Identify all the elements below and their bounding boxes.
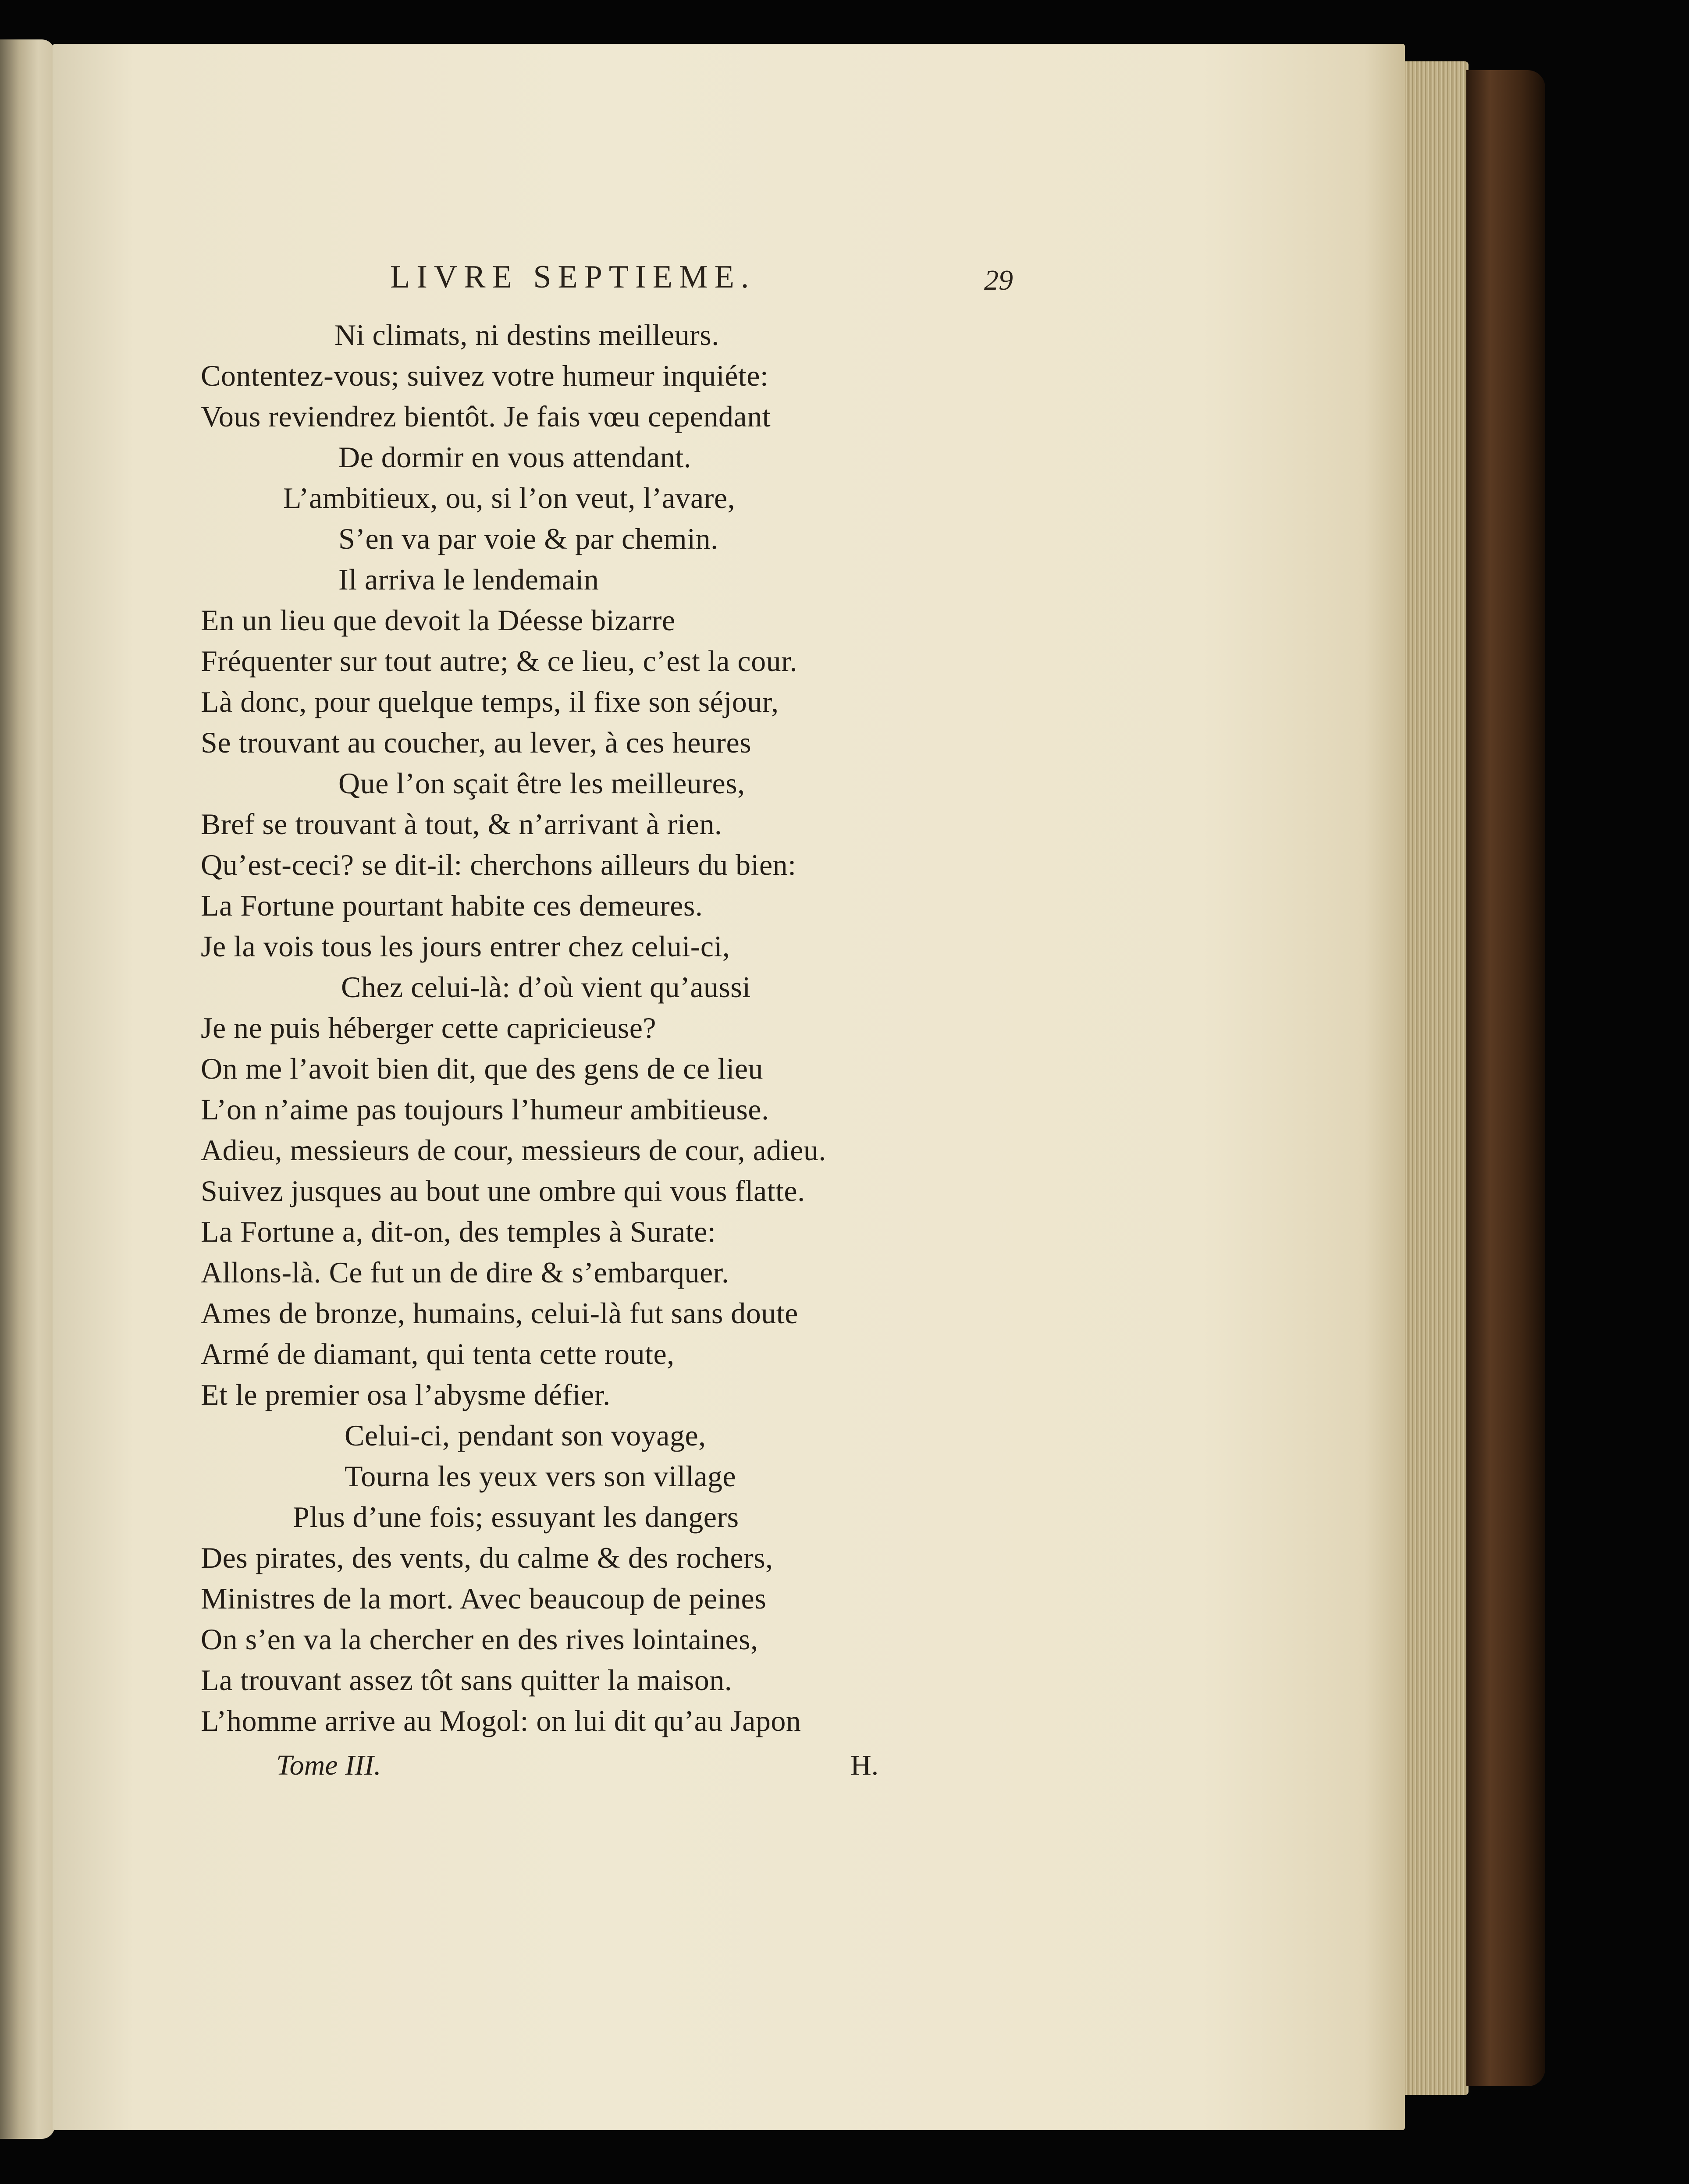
verse-line: Ames de bronze, humains, celui-là fut sans doute [201,1296,798,1330]
running-head: LIVRE SEPTIEME. [390,259,756,295]
verse-line: Armé de diamant, qui tenta cette route, [201,1337,675,1371]
verse-line: Tourna les yeux vers son village [345,1460,736,1493]
verse-line: Ministres de la mort. Avec beaucoup de peines [201,1582,767,1615]
verse-line: L’on n’aime pas toujours l’humeur ambitieuse. [201,1093,769,1126]
verse-line: Se trouvant au coucher, au lever, à ces heures [201,726,752,759]
verse-line: On s’en va la chercher en des rives lointaines, [201,1623,758,1656]
verse-line: Bref se trouvant à tout, & n’arrivant à rien. [201,807,722,841]
verse-line: Et le premier osa l’abysme défier. [201,1378,611,1411]
verse-line: Suivez jusques au bout une ombre qui vous flatte. [201,1174,805,1207]
verse-line: L’homme arrive au Mogol: on lui dit qu’au Japon [201,1704,801,1737]
verse-line: La trouvant assez tôt sans quitter la maison. [201,1663,732,1697]
leather-binding [1466,70,1545,2086]
verse-line: Des pirates, des vents, du calme & des rochers, [201,1541,773,1574]
verse-line: Ni climats, ni destins meilleurs. [334,318,719,352]
left-page-edge [0,39,55,2139]
verse-line: Il arriva le lendemain [338,563,599,596]
verse-line: S’en va par voie & par chemin. [338,522,718,555]
verse-line: De dormir en vous attendant. [338,440,692,474]
verse-line: Je ne puis héberger cette capricieuse? [201,1011,657,1044]
verse-line: Là donc, pour quelque temps, il fixe son séjour, [201,685,779,718]
page-number: 29 [984,264,1013,296]
verse-line: La Fortune pourtant habite ces demeures. [201,889,703,922]
volume-footer: Tome III. [276,1749,381,1781]
verse-line: Fréquenter sur tout autre; & ce lieu, c’est la cour. [201,644,797,678]
verse-line: On me l’avoit bien dit, que des gens de ce lieu [201,1052,764,1085]
verse-line: Je la vois tous les jours entrer chez celui-ci, [201,930,730,963]
verse-line: Contentez-vous; suivez votre humeur inquiéte: [201,359,769,392]
verse-line: Allons-là. Ce fut un de dire & s’embarquer. [201,1256,729,1289]
page-block-edges [1401,61,1469,2095]
verse-line: En un lieu que devoit la Déesse bizarre [201,604,676,637]
verse-line: Plus d’une fois; essuyant les dangers [293,1500,739,1534]
verse-line: Adieu, messieurs de cour, messieurs de cour, adieu. [201,1133,826,1167]
verse-line: La Fortune a, dit-on, des temples à Surate: [201,1215,716,1248]
signature-mark: H. [850,1749,879,1781]
verse-line: Celui-ci, pendant son voyage, [345,1419,706,1452]
verse-line: Vous reviendrez bientôt. Je fais vœu cependant [201,400,771,433]
verse-line: Chez celui-là: d’où vient qu’aussi [341,970,751,1004]
verse-line: Que l’on sçait être les meilleures, [338,767,745,800]
verse-line: L’ambitieux, ou, si l’on veut, l’avare, [283,481,736,515]
verse-line: Qu’est-ceci? se dit-il: cherchons ailleurs du bien: [201,848,796,881]
